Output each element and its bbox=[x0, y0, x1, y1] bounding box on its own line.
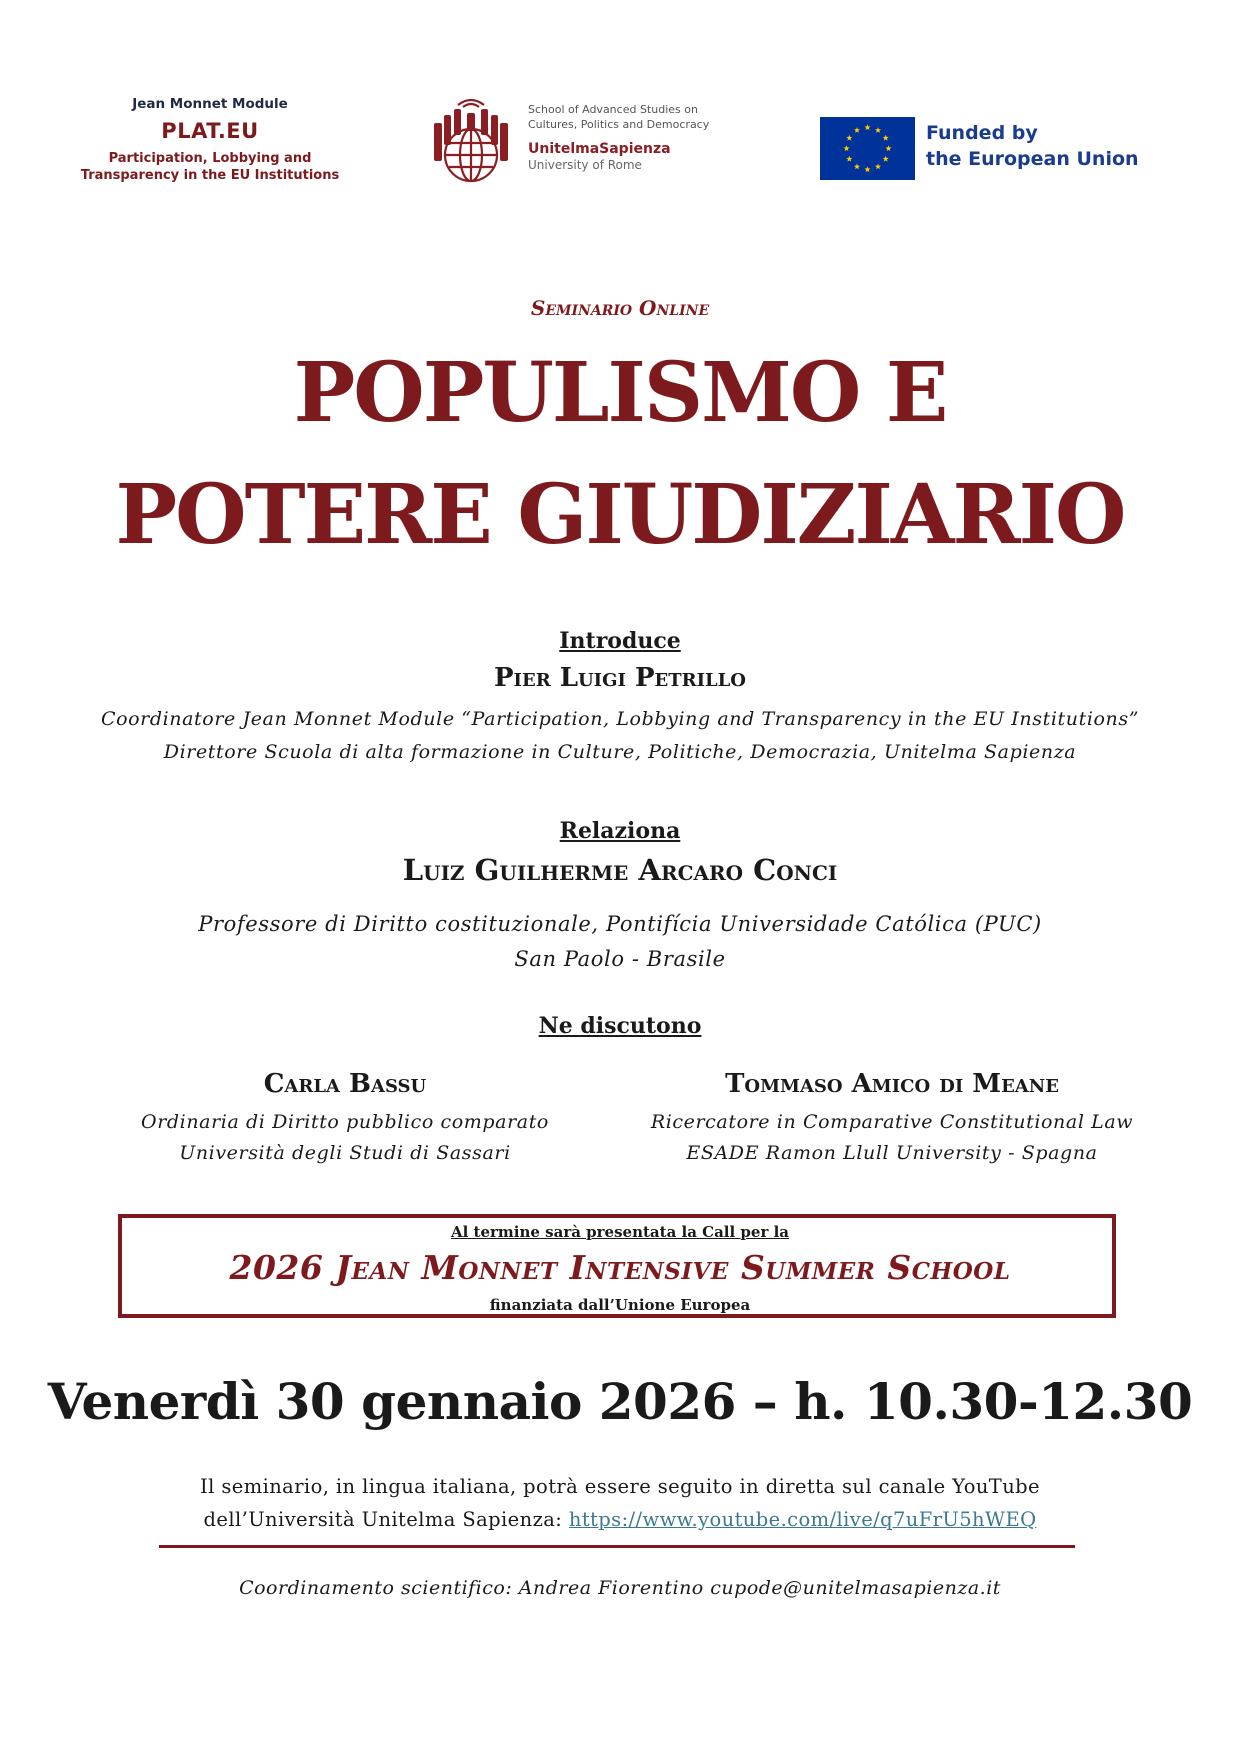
logo-subtitle-line2: Transparency in the EU Institutions bbox=[80, 168, 340, 183]
streaming-info-line1: Il seminario, in lingua italiana, potrà essere seguito in diretta sul canale YouTube bbox=[200, 1475, 1040, 1498]
discussant-right-desc2: ESADE Ramon Llull University - Spagna bbox=[686, 1142, 1098, 1164]
discussant-left-name: Carla Bassu bbox=[263, 1069, 427, 1099]
school-logo-text bbox=[528, 102, 709, 173]
intro-role: Introduce bbox=[559, 628, 681, 654]
speaker-role: Relaziona bbox=[559, 818, 681, 844]
intro-desc1: Coordinatore Jean Monnet Module “Participation, Lobbying and Transparency in the EU Institutions” bbox=[100, 708, 1140, 730]
speaker-name: Luiz Guilherme Arcaro Conci bbox=[402, 853, 838, 887]
streaming-info bbox=[0, 1470, 1240, 1536]
school-sub: University of Rome bbox=[528, 158, 642, 172]
school-line2: Cultures, Politics and Democracy bbox=[528, 118, 710, 131]
eu-line2: the European Union bbox=[926, 148, 1139, 170]
school-name: UnitelmaSapienza bbox=[528, 141, 671, 157]
event-title-line1: POPULISMO E bbox=[293, 345, 947, 441]
logo-subtitle-line1: Participation, Lobbying and bbox=[108, 151, 312, 166]
eu-flag-icon bbox=[820, 117, 915, 180]
university-seal-icon bbox=[428, 93, 514, 187]
call-box-line3: finanziata dall’Unione Europea bbox=[489, 1296, 751, 1314]
discussant-right bbox=[612, 1069, 1172, 1164]
event-date: Venerdì 30 gennaio 2026 – h. 10.30-12.30 bbox=[47, 1372, 1193, 1431]
discussant-right-desc1: Ricercatore in Comparative Constitutional Law bbox=[650, 1111, 1134, 1133]
speaker-desc1: Professore di Diritto costituzionale, Pontifícia Universidade Católica (PUC) bbox=[198, 912, 1042, 936]
discussant-left-desc2: Università degli Studi di Sassari bbox=[179, 1142, 511, 1164]
discussant-left bbox=[65, 1069, 625, 1164]
footer-coordination: Coordinamento scientifico: Andrea Fiorentino cupode@unitelmasapienza.it bbox=[239, 1577, 1001, 1599]
intro-name: Pier Luigi Petrillo bbox=[494, 663, 746, 693]
youtube-link[interactable]: https://www.youtube.com/live/q7uFrU5hWEQ bbox=[568, 1508, 1037, 1531]
discussant-left-desc1: Ordinaria di Diritto pubblico comparato bbox=[141, 1111, 549, 1133]
discussant-right-name: Tommaso Amico di Meane bbox=[725, 1069, 1059, 1099]
eu-funding-text bbox=[926, 120, 1139, 172]
call-box-line2: 2026 Jean Monnet Intensive Summer School bbox=[229, 1248, 1011, 1287]
streaming-info-prefix: dell’Università Unitelma Sapienza: bbox=[203, 1508, 569, 1531]
divider bbox=[159, 1545, 1075, 1548]
event-title-line2: POTERE GIUDIZIARIO bbox=[115, 467, 1125, 563]
call-box-line1: Al termine sarà presentata la Call per la bbox=[450, 1223, 790, 1241]
discussants-role: Ne discutono bbox=[538, 1013, 702, 1039]
logo-module-label: Jean Monnet Module bbox=[132, 96, 288, 112]
speaker-desc2: San Paolo - Brasile bbox=[514, 947, 726, 971]
school-line1: School of Advanced Studies on bbox=[528, 103, 698, 116]
intro-desc2: Direttore Scuola di alta formazione in Culture, Politiche, Democrazia, Unitelma Sapienza bbox=[163, 741, 1077, 763]
logo-plat-eu: PLAT.EU bbox=[161, 119, 259, 143]
plat-eu-logo bbox=[60, 96, 360, 184]
logo-subtitle bbox=[60, 150, 360, 184]
eu-line1: Funded by bbox=[926, 122, 1038, 144]
event-kicker: Seminario Online bbox=[530, 296, 710, 320]
